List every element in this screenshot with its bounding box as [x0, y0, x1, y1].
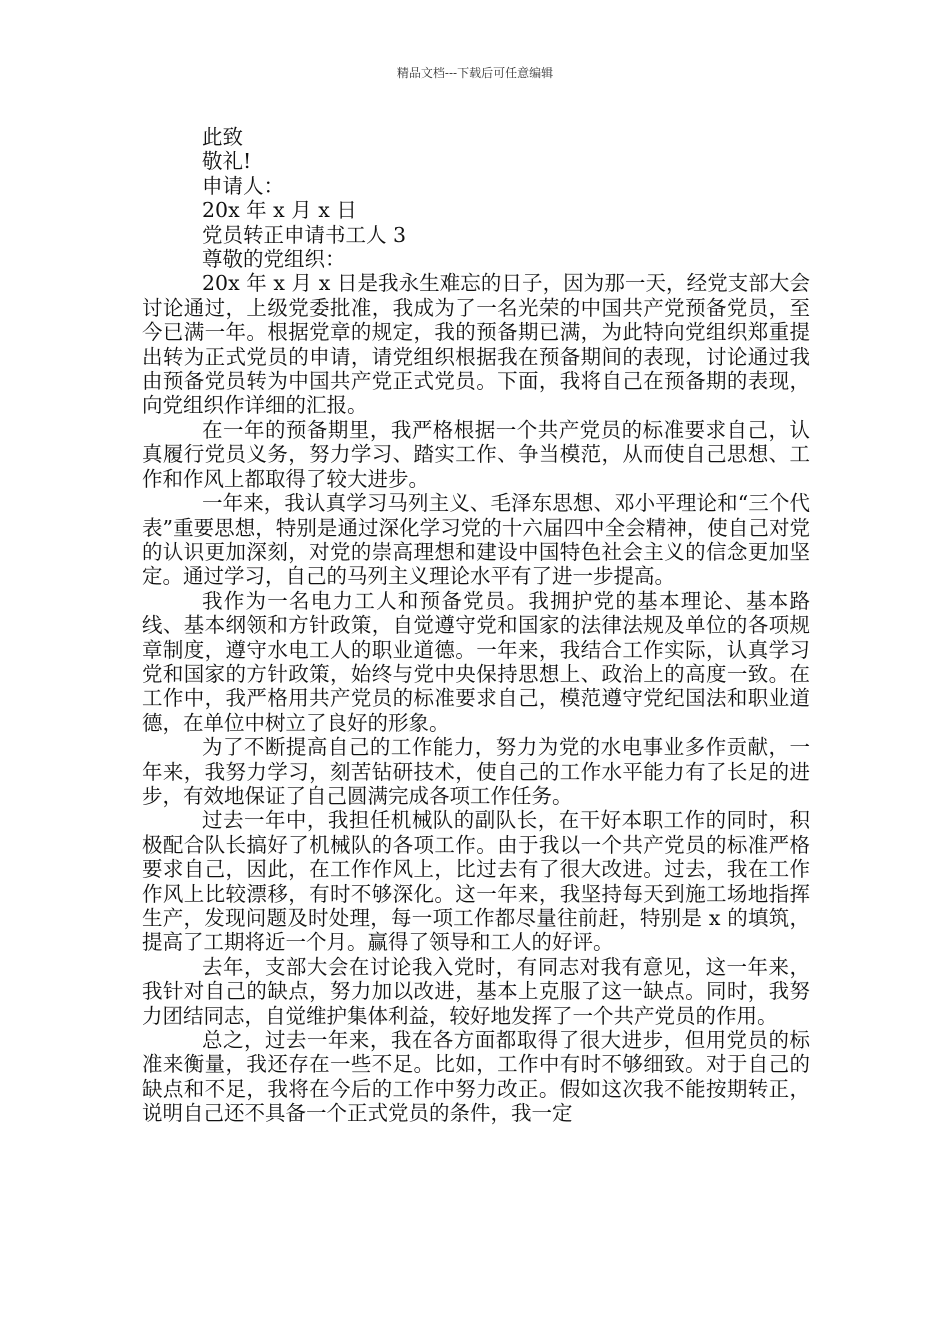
- page-header: 精品文档---下载后可任意编辑: [396, 66, 554, 80]
- document-body: [142, 125, 810, 1126]
- document-title: 党员转正申请书工人 3: [202, 222, 407, 247]
- closing-zhizhi: 此致: [202, 125, 243, 149]
- signature-date: 20x 年 x 月 x 日: [202, 198, 357, 223]
- paragraph: 为了不断提高自己的工作能力，努力为党的水电事业多作贡献，一年来，我努力学习，刻苦钻研技术，使自己的工作水平能力有了长足的进步，有效地保证了自己圆满完成各项工作任务。: [142, 735, 810, 808]
- paragraph: 过去一年中，我担任机械队的副队长，在干好本职工作的同时，积极配合队长搞好了机械队的各项工作。由于我以一个共产党员的标准严格要求自己，因此，在工作作风上，比过去有了很大改进。过去，我在工作作风上比较漂移，有时不够深化。这一年来，我坚持每天到施工场地指挥生产，发现问题及时处理，每一项工作都尽量往前赶，特别是 x 的填筑，提高了工期将近一个月。赢得了领导和工人的好评。: [142, 808, 810, 955]
- closing-jingli: 敬礼!: [202, 149, 252, 174]
- paragraph: 我作为一名电力工人和预备党员。我拥护党的基本理论、基本路线、基本纲领和方针政策，自觉遵守党和国家的法律法规及单位的各项规章制度，遵守水电工人的职业道德。一年来，我结合工作实际，认真学习党和国家的方针政策，始终与党中央保持思想上、政治上的高度一致。在工作中，我严格用共产党员的标准要求自己，模范遵守党纪国法和职业道德，在单位中树立了良好的形象。: [142, 588, 810, 735]
- paragraph: 去年，支部大会在讨论我入党时，有同志对我有意见，这一年来，我针对自己的缺点，努力加以改进，基本上克服了这一缺点。同时，我努力团结同志，自觉维护集体利益，较好地发挥了一个共产党员的作用。: [142, 954, 810, 1028]
- applicant-label: 申请人：: [202, 173, 284, 198]
- paragraph: 在一年的预备期里，我严格根据一个共产党员的标准要求自己，认真履行党员义务，努力学习、踏实工作、争当模范，从而使自己思想、工作和作风上都取得了较大进步。: [142, 417, 810, 491]
- salutation: 尊敬的党组织：: [202, 247, 346, 272]
- paragraph: 20x 年 x 月 x 日是我永生难忘的日子，因为那一天，经党支部大会讨论通过，上级党委批准，我成为了一名光荣的中国共产党预备党员，至今已满一年。根据党章的规定，我的预备期已满，为此特向党组织郑重提出转为正式党员的申请，请党组织根据我在预备期间的表现，讨论通过我由预备党员转为中国共产党正式党员。下面，我将自己在预备期的表现，向党组织作详细的汇报。: [142, 271, 810, 418]
- paragraph: 总之，过去一年来，我在各方面都取得了很大进步，但用党员的标准来衡量，我还存在一些不足。比如，工作中有时不够细致。对于自己的缺点和不足，我将在今后的工作中努力改正。假如这次我不能按期转正，说明自己还不具备一个正式党员的条件，我一定: [142, 1028, 810, 1126]
- paragraph: 一年来，我认真学习马列主义、毛泽东思想、邓小平理论和“三个代表”重要思想，特别是通过深化学习党的十六届四中全会精神，使自己对党的认识更加深刻，对党的崇高理想和建设中国特色社会主义的信念更加坚定。通过学习，自己的马列主义理论水平有了进一步提高。: [142, 491, 810, 589]
